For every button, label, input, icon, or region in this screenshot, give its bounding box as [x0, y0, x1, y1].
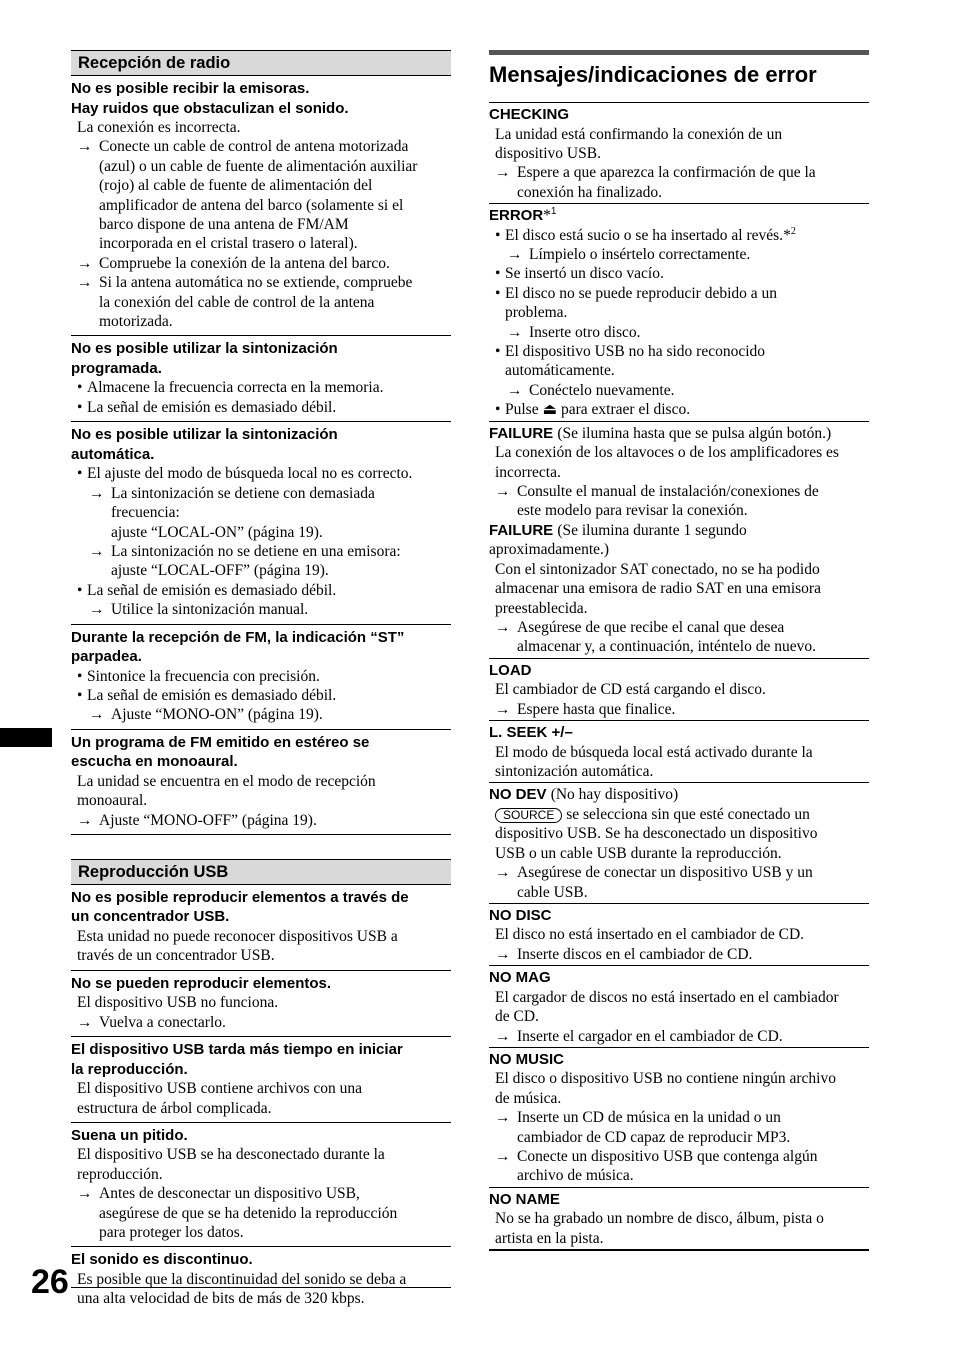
bullet-item: • El ajuste del modo de búsqueda local no es correcto.: [77, 465, 413, 483]
trouble-entry-no-play: [71, 971, 451, 1037]
arrow-icon: →: [77, 811, 93, 829]
arrow-item: → Inserte otro disco.: [507, 323, 641, 341]
arrow-icon: →: [89, 601, 105, 619]
arrow-item: → Asegúrese de que recibe el canal que desea almacenar y, a continuación, inténtelo de nuevo.: [495, 618, 816, 656]
message-nomag: NO MAG El cargador de discos no está insertado en el cambiador de CD. → Inserte el cargador en el cambiador de CD.: [489, 966, 869, 1048]
message-code: LOAD: [489, 661, 532, 679]
message-nodev: NO DEV (No hay dispositivo) SOURCE se selecciona sin que esté conectado un dispositivo USB. Se ha desconectado un dispositivo USB o un cable USB durante la reproducción. → Asegúrese de conectar un dispositivo USB y un cable USB.: [489, 783, 869, 904]
entry-text: El dispositivo USB contiene archivos con una: [77, 1080, 362, 1098]
arrow-icon: →: [507, 246, 523, 264]
arrow-item: → Espere hasta que finalice.: [495, 700, 676, 718]
message-code: ERROR*$^1$: [489, 206, 557, 225]
arrow-item: → Vuelva a conectarlo.: [77, 1013, 226, 1031]
arrow-icon: →: [495, 945, 511, 963]
entry-heading: un concentrador USB.: [71, 908, 230, 926]
arrow-item: → Conecte un cable de control de antena motorizada (azul) o un cable de fuente de alimentación auxiliar (rojo) al cable de fuente de alimentación del amplificador de antena del barco (solamente si el barco dispone de una antena de FM/AM incorporada en el cristal trasero o lateral).: [77, 138, 418, 253]
trouble-entry-slow-start: [71, 1037, 451, 1123]
arrow-item: → La sintonización no se detiene en una emisora: ajuste “LOCAL-OFF” (página 19).: [89, 542, 401, 580]
entry-text: monoaural.: [77, 792, 148, 810]
entry-heading: Hay ruidos que obstaculizan el sonido.: [71, 99, 349, 117]
entry-text: estructura de árbol complicada.: [77, 1099, 272, 1117]
trouble-entry-auto-tuning: [71, 422, 451, 624]
message-code: L. SEEK +/–: [489, 724, 573, 742]
page-number: 26: [31, 1263, 69, 1301]
trouble-entry-beep: [71, 1123, 451, 1248]
arrow-icon: →: [507, 323, 523, 341]
arrow-item: → Inserte un CD de música en la unidad o un cambiador de CD capaz de reproducir MP3.: [495, 1109, 791, 1146]
arrow-icon: →: [89, 484, 105, 502]
arrow-item: → Límpielo o insértelo correctamente.: [507, 246, 751, 264]
entry-heading: la reproducción.: [71, 1060, 188, 1078]
entry-text: Es posible que la discontinuidad del sonido se deba a: [77, 1270, 407, 1288]
entry-text: La conexión es incorrecta.: [77, 119, 241, 136]
arrow-icon: →: [495, 618, 511, 636]
arrow-item: → Inserte discos en el cambiador de CD.: [495, 945, 753, 963]
message-error: [489, 204, 869, 422]
bullet-item: • El disco está sucio o se ha insertado al revés.*$^2$: [495, 225, 796, 244]
bullet-item: • Pulse ⏏ para extraer el disco.: [495, 401, 691, 419]
arrow-item: → Compruebe la conexión de la antena del barco.: [77, 254, 390, 272]
message-nomusic: NO MUSIC El disco o dispositivo USB no contiene ningún archivo de música. → Inserte un CD de música en la unidad o un cambiador de CD capaz de reproducir MP3. → Conecte un dispositivo USB que contenga algún archivo de música.: [489, 1048, 869, 1188]
arrow-icon: →: [495, 1109, 511, 1127]
trouble-entry-mono: [71, 730, 451, 835]
arrow-icon: →: [89, 706, 105, 724]
arrow-icon: →: [77, 274, 93, 292]
bullet-item: • La señal de emisión es demasiado débil.: [77, 398, 337, 416]
arrow-item: → Consulte el manual de instalación/conexiones de este modelo para revisar la conexión.: [495, 483, 819, 520]
bullet-item: • El disco no se puede reproducir debido a un problema.: [495, 284, 778, 322]
entry-text: través de un concentrador USB.: [77, 947, 275, 965]
arrow-icon: →: [495, 700, 511, 718]
entry-text: Esta unidad no puede reconocer dispositivos USB a: [77, 927, 398, 945]
right-column: [489, 50, 869, 1251]
source-button-icon: SOURCE: [495, 808, 562, 823]
arrow-icon: →: [495, 864, 511, 882]
entry-heading: El sonido es discontinuo.: [71, 1251, 253, 1269]
entry-text: El dispositivo USB no funciona.: [77, 994, 279, 1012]
message-code: CHECKING: [489, 106, 570, 123]
entry-heading: escucha en monoaural.: [71, 753, 238, 771]
entry-heading: Un programa de FM emitido en estéreo se: [71, 733, 370, 751]
message-checking: CHECKING La unidad está confirmando la conexión de un dispositivo USB. → Espere a que aparezca la confirmación de que la conexión ha finalizado.: [489, 103, 869, 204]
section-title-radio: Recepción de radio: [71, 50, 451, 76]
arrow-item: → Asegúrese de conectar un dispositivo USB y un cable USB.: [495, 864, 813, 901]
entry-text: reproducción.: [77, 1165, 163, 1183]
message-code: NO MAG: [489, 969, 551, 987]
arrow-item: → Ajuste “MONO-ON” (página 19).: [89, 706, 323, 724]
arrow-item: → Conéctelo nuevamente.: [507, 381, 675, 399]
arrow-icon: →: [77, 254, 93, 272]
message-lseek: L. SEEK +/– El modo de búsqueda local está activado durante la sintonización automática.: [489, 721, 869, 783]
arrow-item: → Espere a que aparezca la confirmación de que la conexión ha finalizado.: [495, 164, 816, 201]
arrow-item: → La sintonización se detiene con demasiada frecuencia: ajuste “LOCAL-ON” (página 19).: [89, 484, 375, 541]
arrow-item: → Si la antena automática no se extiende, compruebe la conexión del cable de control de la antena motorizada.: [77, 274, 413, 331]
arrow-icon: →: [77, 138, 93, 156]
entry-heading: automática.: [71, 445, 155, 463]
arrow-item: → Ajuste “MONO-OFF” (página 19).: [77, 811, 317, 829]
section-title-usb: Reproducción USB: [71, 859, 451, 885]
message-code: FAILURE (Se ilumina durante 1 segundo: [489, 521, 747, 539]
bullet-item: • Almacene la frecuencia correcta en la memoria.: [77, 379, 384, 397]
message-nodisc: NO DISC El disco no está insertado en el cambiador de CD. → Inserte discos en el cambiador de CD.: [489, 904, 869, 966]
message-code: NO MUSIC: [489, 1050, 564, 1068]
trouble-entry-sound-skips: [71, 1247, 451, 1312]
eject-icon: ⏏: [542, 401, 558, 419]
trouble-entry-preset-tuning: [71, 336, 451, 422]
arrow-item: → Conecte un dispositivo USB que contenga algún archivo de música.: [495, 1148, 818, 1185]
message-code: FAILURE (Se ilumina hasta que se pulsa algún botón.): [489, 424, 832, 442]
entry-heading: El dispositivo USB tarda más tiempo en iniciar: [71, 1041, 403, 1059]
left-column: [71, 50, 451, 1313]
entry-heading: No es posible utilizar la sintonización: [71, 340, 338, 358]
trouble-entry-no-reception: [71, 76, 451, 336]
arrow-item: → Antes de desconectar un dispositivo USB, asegúrese de que se ha detenido la reproducción para proteger los datos.: [77, 1185, 398, 1242]
entry-text: La unidad se encuentra en el modo de recepción: [77, 772, 376, 790]
message-failure: FAILURE (Se ilumina hasta que se pulsa algún botón.) La conexión de los altavoces o de los amplificadores es incorrecta. → Consulte el manual de instalación/conexiones de este modelo para revisar la conexión. FAILURE (Se ilumina durante 1 segundo aproximadamente.) Con el sintonizador SAT conectado, no se ha podido almacenar una emisora de radio SAT en una emisora preestablecida. → Asegúrese de que recibe el canal que desea almacenar y, a continuación, inténtelo de nuevo.: [489, 422, 869, 659]
chapter-tab-marker: [0, 728, 52, 747]
entry-heading: programada.: [71, 359, 162, 377]
arrow-icon: →: [77, 1013, 93, 1031]
bullet-item: • Se insertó un disco vacío.: [495, 265, 664, 283]
entry-heading: No es posible recibir la emisoras.: [71, 80, 310, 97]
entry-heading: Durante la recepción de FM, la indicación “ST”: [71, 628, 405, 646]
arrow-icon: →: [495, 1148, 511, 1166]
entry-text: una alta velocidad de bits de más de 320 kbps.: [77, 1290, 365, 1308]
bullet-item: • La señal de emisión es demasiado débil.: [77, 686, 337, 704]
entry-heading: No es posible reproducir elementos a través de: [71, 888, 409, 906]
trouble-entry-usb-hub: [71, 885, 451, 971]
arrow-icon: →: [77, 1185, 93, 1203]
arrow-icon: →: [495, 1027, 511, 1045]
entry-heading: No es posible utilizar la sintonización: [71, 426, 338, 444]
entry-heading: No se pueden reproducir elementos.: [71, 974, 332, 992]
trouble-entry-st-blinks: [71, 625, 451, 730]
arrow-icon: →: [89, 542, 105, 560]
arrow-item: → Utilice la sintonización manual.: [89, 601, 309, 619]
bullet-item: • El dispositivo USB no ha sido reconocido automáticamente.: [495, 343, 766, 380]
bullet-item: • Sintonice la frecuencia con precisión.: [77, 667, 320, 685]
message-noname: NO NAME No se ha grabado un nombre de disco, álbum, pista o artista en la pista.: [489, 1188, 869, 1251]
arrow-icon: →: [495, 164, 511, 182]
arrow-icon: →: [495, 483, 511, 500]
message-code: NO DISC: [489, 906, 552, 924]
entry-heading: parpadea.: [71, 648, 142, 666]
message-load: LOAD El cambiador de CD está cargando el disco. → Espere hasta que finalice.: [489, 659, 869, 721]
arrow-icon: →: [507, 381, 523, 399]
entry-heading: Suena un pitido.: [71, 1126, 188, 1144]
page-title: Mensajes/indicaciones de error: [489, 50, 869, 103]
bullet-item: • La señal de emisión es demasiado débil.: [77, 581, 337, 599]
entry-text: El dispositivo USB se ha desconectado durante la: [77, 1146, 385, 1164]
message-code: NO NAME: [489, 1190, 560, 1208]
arrow-item: → Inserte el cargador en el cambiador de CD.: [495, 1027, 783, 1045]
message-code: NO DEV (No hay dispositivo): [489, 786, 679, 804]
